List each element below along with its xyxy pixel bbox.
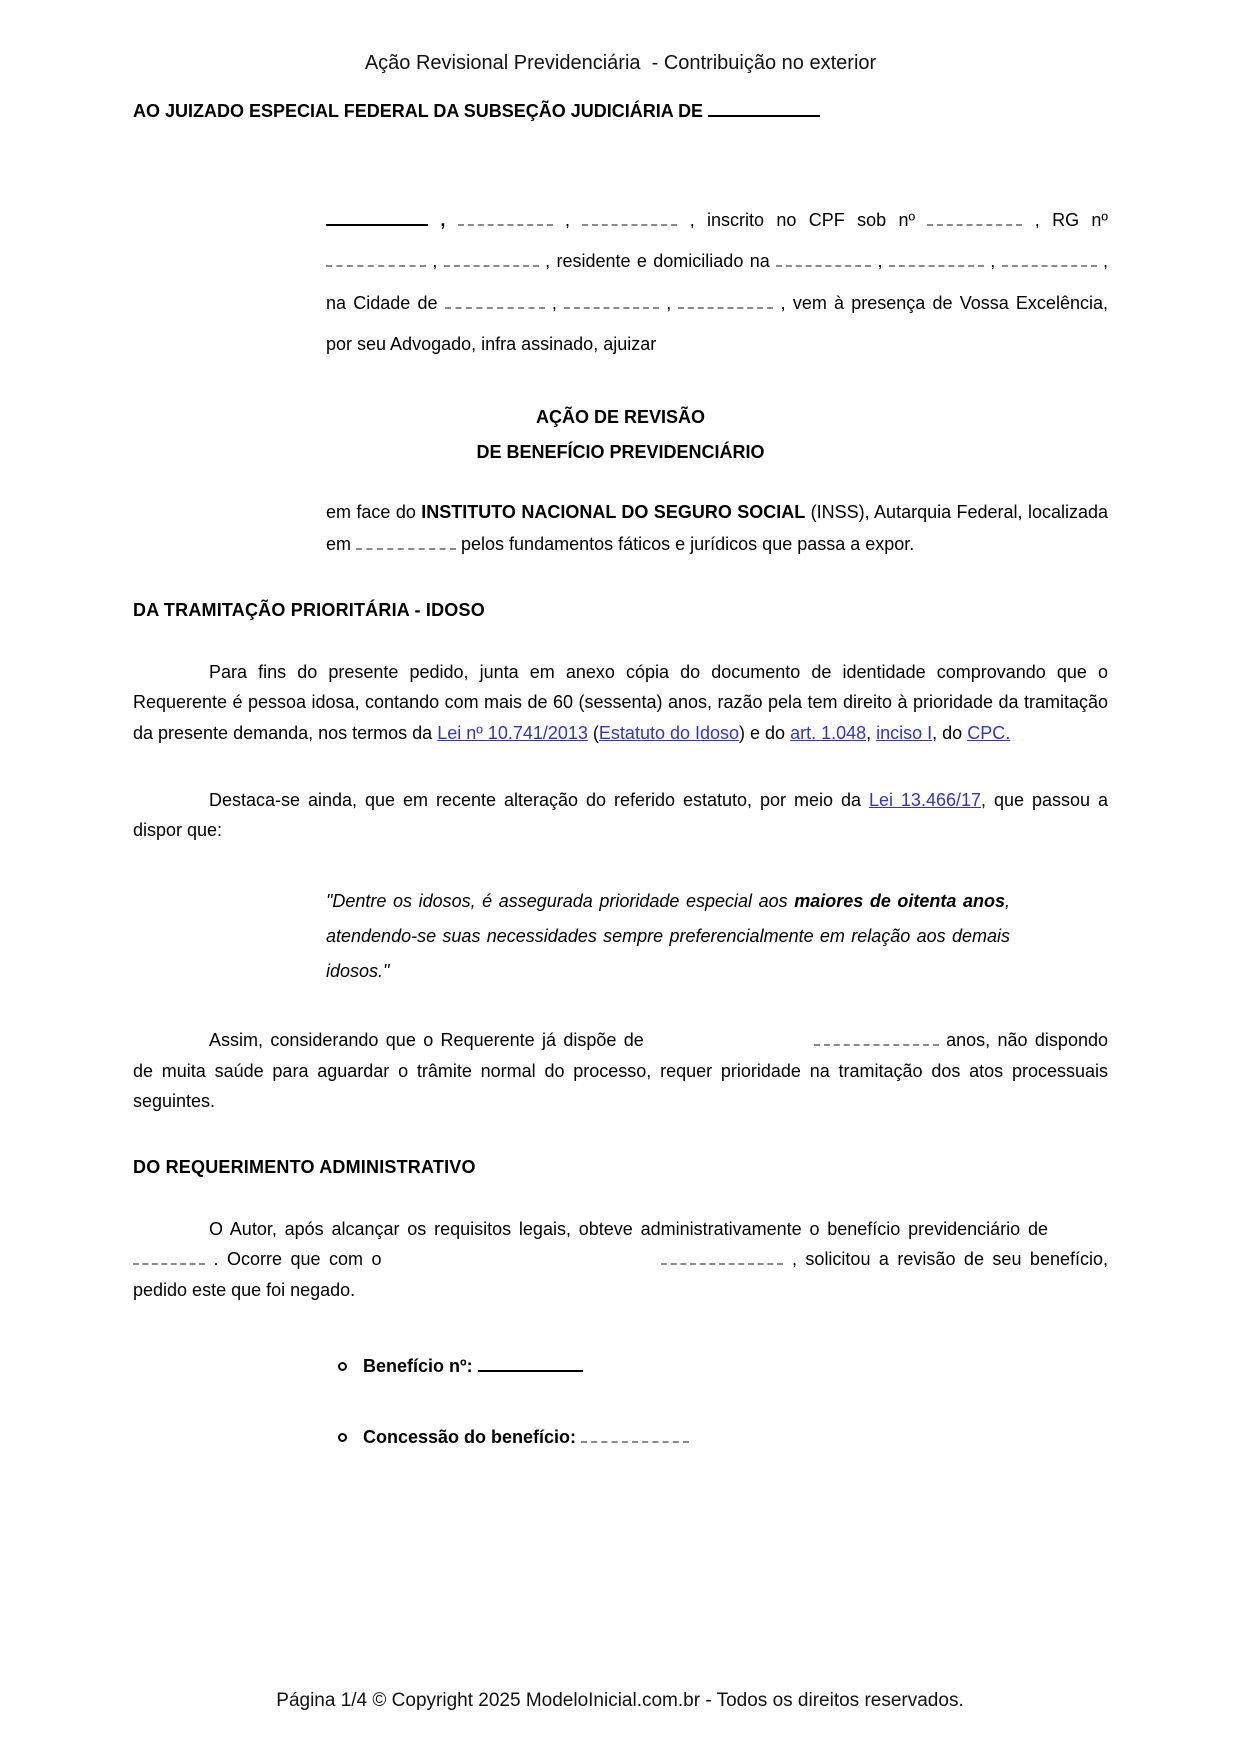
list-item-benefit-number <box>338 1356 1108 1377</box>
text-run: , do <box>932 723 968 743</box>
action-heading-line1: AÇÃO DE REVISÃO <box>535 406 706 427</box>
text-run: , <box>428 210 458 230</box>
blank-fill-field[interactable] <box>661 1252 783 1265</box>
text-run: . Ocorre que com o <box>205 1249 382 1270</box>
text-run: , <box>544 292 565 313</box>
blank-fill-field[interactable] <box>814 1033 939 1046</box>
statute-quote <box>326 884 1010 989</box>
text-run: Concessão do benefício: <box>363 1426 582 1447</box>
text-run: , RG nº <box>1022 210 1108 230</box>
blank-fill-field[interactable] <box>708 104 820 117</box>
circle-bullet-icon <box>338 1362 347 1371</box>
text-run: , que passou a dispor que: <box>133 789 1108 841</box>
document-title: Ação Revisional Previdenciária - Contribuição no exterior <box>364 52 877 74</box>
blank-fill-field[interactable] <box>356 537 456 550</box>
priority-paragraph-1 <box>133 657 1108 749</box>
blank-fill-field[interactable] <box>326 213 428 226</box>
blank-fill-field[interactable] <box>678 296 773 309</box>
blank-fill-field[interactable] <box>582 213 677 226</box>
spacer <box>381 1264 661 1265</box>
action-heading <box>133 400 1108 470</box>
text-run: , residente e domiciliado na <box>538 251 777 272</box>
text-run: , <box>866 723 877 743</box>
blank-fill-field[interactable] <box>581 1430 689 1443</box>
blank-fill-field[interactable] <box>326 254 426 267</box>
text-run: em face do <box>326 501 422 522</box>
legal-reference-link[interactable]: Lei nº 10.741/2013 <box>437 723 588 743</box>
text-run: AO JUIZADO ESPECIAL FEDERAL DA SUBSEÇÃO JUDICIÁRIA DE <box>133 101 709 121</box>
text-run: Para fins do presente pedido, junta em anexo cópia do documento de identidade comprovando que o Requerente é pessoa idosa, contando com mais de 60 (sessenta) anos, razão pela tem direito à prioridade da tramitação da presente demanda, nos termos da <box>133 661 1108 743</box>
text-run: , <box>659 292 679 313</box>
text-run: , inscrito no CPF sob nº <box>677 210 928 230</box>
legal-reference-link[interactable]: inciso I <box>876 723 933 743</box>
action-heading-line2: DE BENEFÍCIO PREVIDENCIÁRIO <box>476 441 765 462</box>
blank-fill-field[interactable] <box>444 254 539 267</box>
text-run: , vem à presença de Vossa Excelência, por seu Advogado, infra assinado, ajuizar <box>326 292 1108 355</box>
text-run: ) e do <box>739 723 791 743</box>
party-qualification-paragraph <box>326 200 1108 366</box>
spacer <box>644 1045 814 1046</box>
blank-fill-field[interactable] <box>564 296 659 309</box>
blank-fill-field[interactable] <box>927 213 1022 226</box>
text-run: maiores de oitenta anos <box>794 890 1005 911</box>
text-run: , <box>871 251 889 272</box>
circle-bullet-icon <box>338 1433 347 1442</box>
blank-fill-field[interactable] <box>133 1252 205 1265</box>
list-item-benefit-grant <box>338 1427 1108 1448</box>
blank-fill-field[interactable] <box>889 254 984 267</box>
priority-paragraph-3 <box>133 1025 1108 1117</box>
text-run: INSTITUTO NACIONAL DO SEGURO SOCIAL <box>421 501 806 522</box>
text-run: , <box>426 251 444 272</box>
blank-fill-field[interactable] <box>478 1359 583 1372</box>
legal-reference-link[interactable]: art. 1.048 <box>790 723 867 743</box>
section-heading-priority: DA TRAMITAÇÃO PRIORITÁRIA - IDOSO <box>133 599 485 620</box>
text-run: Assim, considerando que o Requerente já dispõe de <box>209 1030 644 1051</box>
text-run: , <box>983 251 1002 272</box>
section-heading-admin-request: DO REQUERIMENTO ADMINISTRATIVO <box>133 1156 476 1177</box>
text-run: , na Cidade de <box>326 251 1108 313</box>
blank-fill-field[interactable] <box>445 296 545 309</box>
text-run: ( <box>587 723 599 743</box>
blank-fill-field[interactable] <box>776 254 871 267</box>
text-run: pelos fundamentos fáticos e jurídicos que passa a expor. <box>456 533 915 554</box>
list-item-content <box>363 1427 689 1448</box>
page-footer-copyright: Página 1/4 © Copyright 2025 ModeloInicial.com.br - Todos os direitos reservados. <box>276 1690 964 1711</box>
addressee-line <box>133 101 1108 122</box>
legal-reference-link[interactable]: Estatuto do Idoso <box>598 723 740 743</box>
text-run: , atendendo-se suas necessidades sempre preferencialmente em relação aos demais idosos." <box>326 890 1010 981</box>
text-run: O Autor, após alcançar os requisitos legais, obteve administrativamente o benefício previdenciário de <box>209 1218 1048 1239</box>
text-run: "Dentre os idosos, é assegurada prioridade especial aos <box>326 890 795 911</box>
text-run: Destaca-se ainda, que em recente alteração do referido estatuto, por meio da <box>209 789 869 810</box>
text-run: Benefício nº: <box>363 1355 478 1376</box>
spacer <box>1048 1234 1108 1235</box>
legal-reference-link[interactable]: Lei 13.466/17 <box>868 789 981 810</box>
blank-fill-field[interactable] <box>1002 254 1097 267</box>
defendant-paragraph <box>326 496 1108 560</box>
text-run: anos, não dispondo de muita saúde para aguardar o trâmite normal do processo, requer prioridade na tramitação dos atos processuais seguintes. <box>133 1030 1108 1112</box>
text-run: (INSS), Autarquia Federal, localizada em <box>326 501 1108 554</box>
legal-reference-link[interactable]: CPC. <box>967 723 1011 743</box>
blank-fill-field[interactable] <box>458 213 553 226</box>
admin-request-paragraph <box>133 1214 1108 1306</box>
text-run: , solicitou a revisão de seu benefício, pedido este que foi negado. <box>133 1249 1108 1301</box>
priority-paragraph-2 <box>133 785 1108 846</box>
text-run: , <box>552 210 583 230</box>
list-item-content <box>363 1356 583 1377</box>
